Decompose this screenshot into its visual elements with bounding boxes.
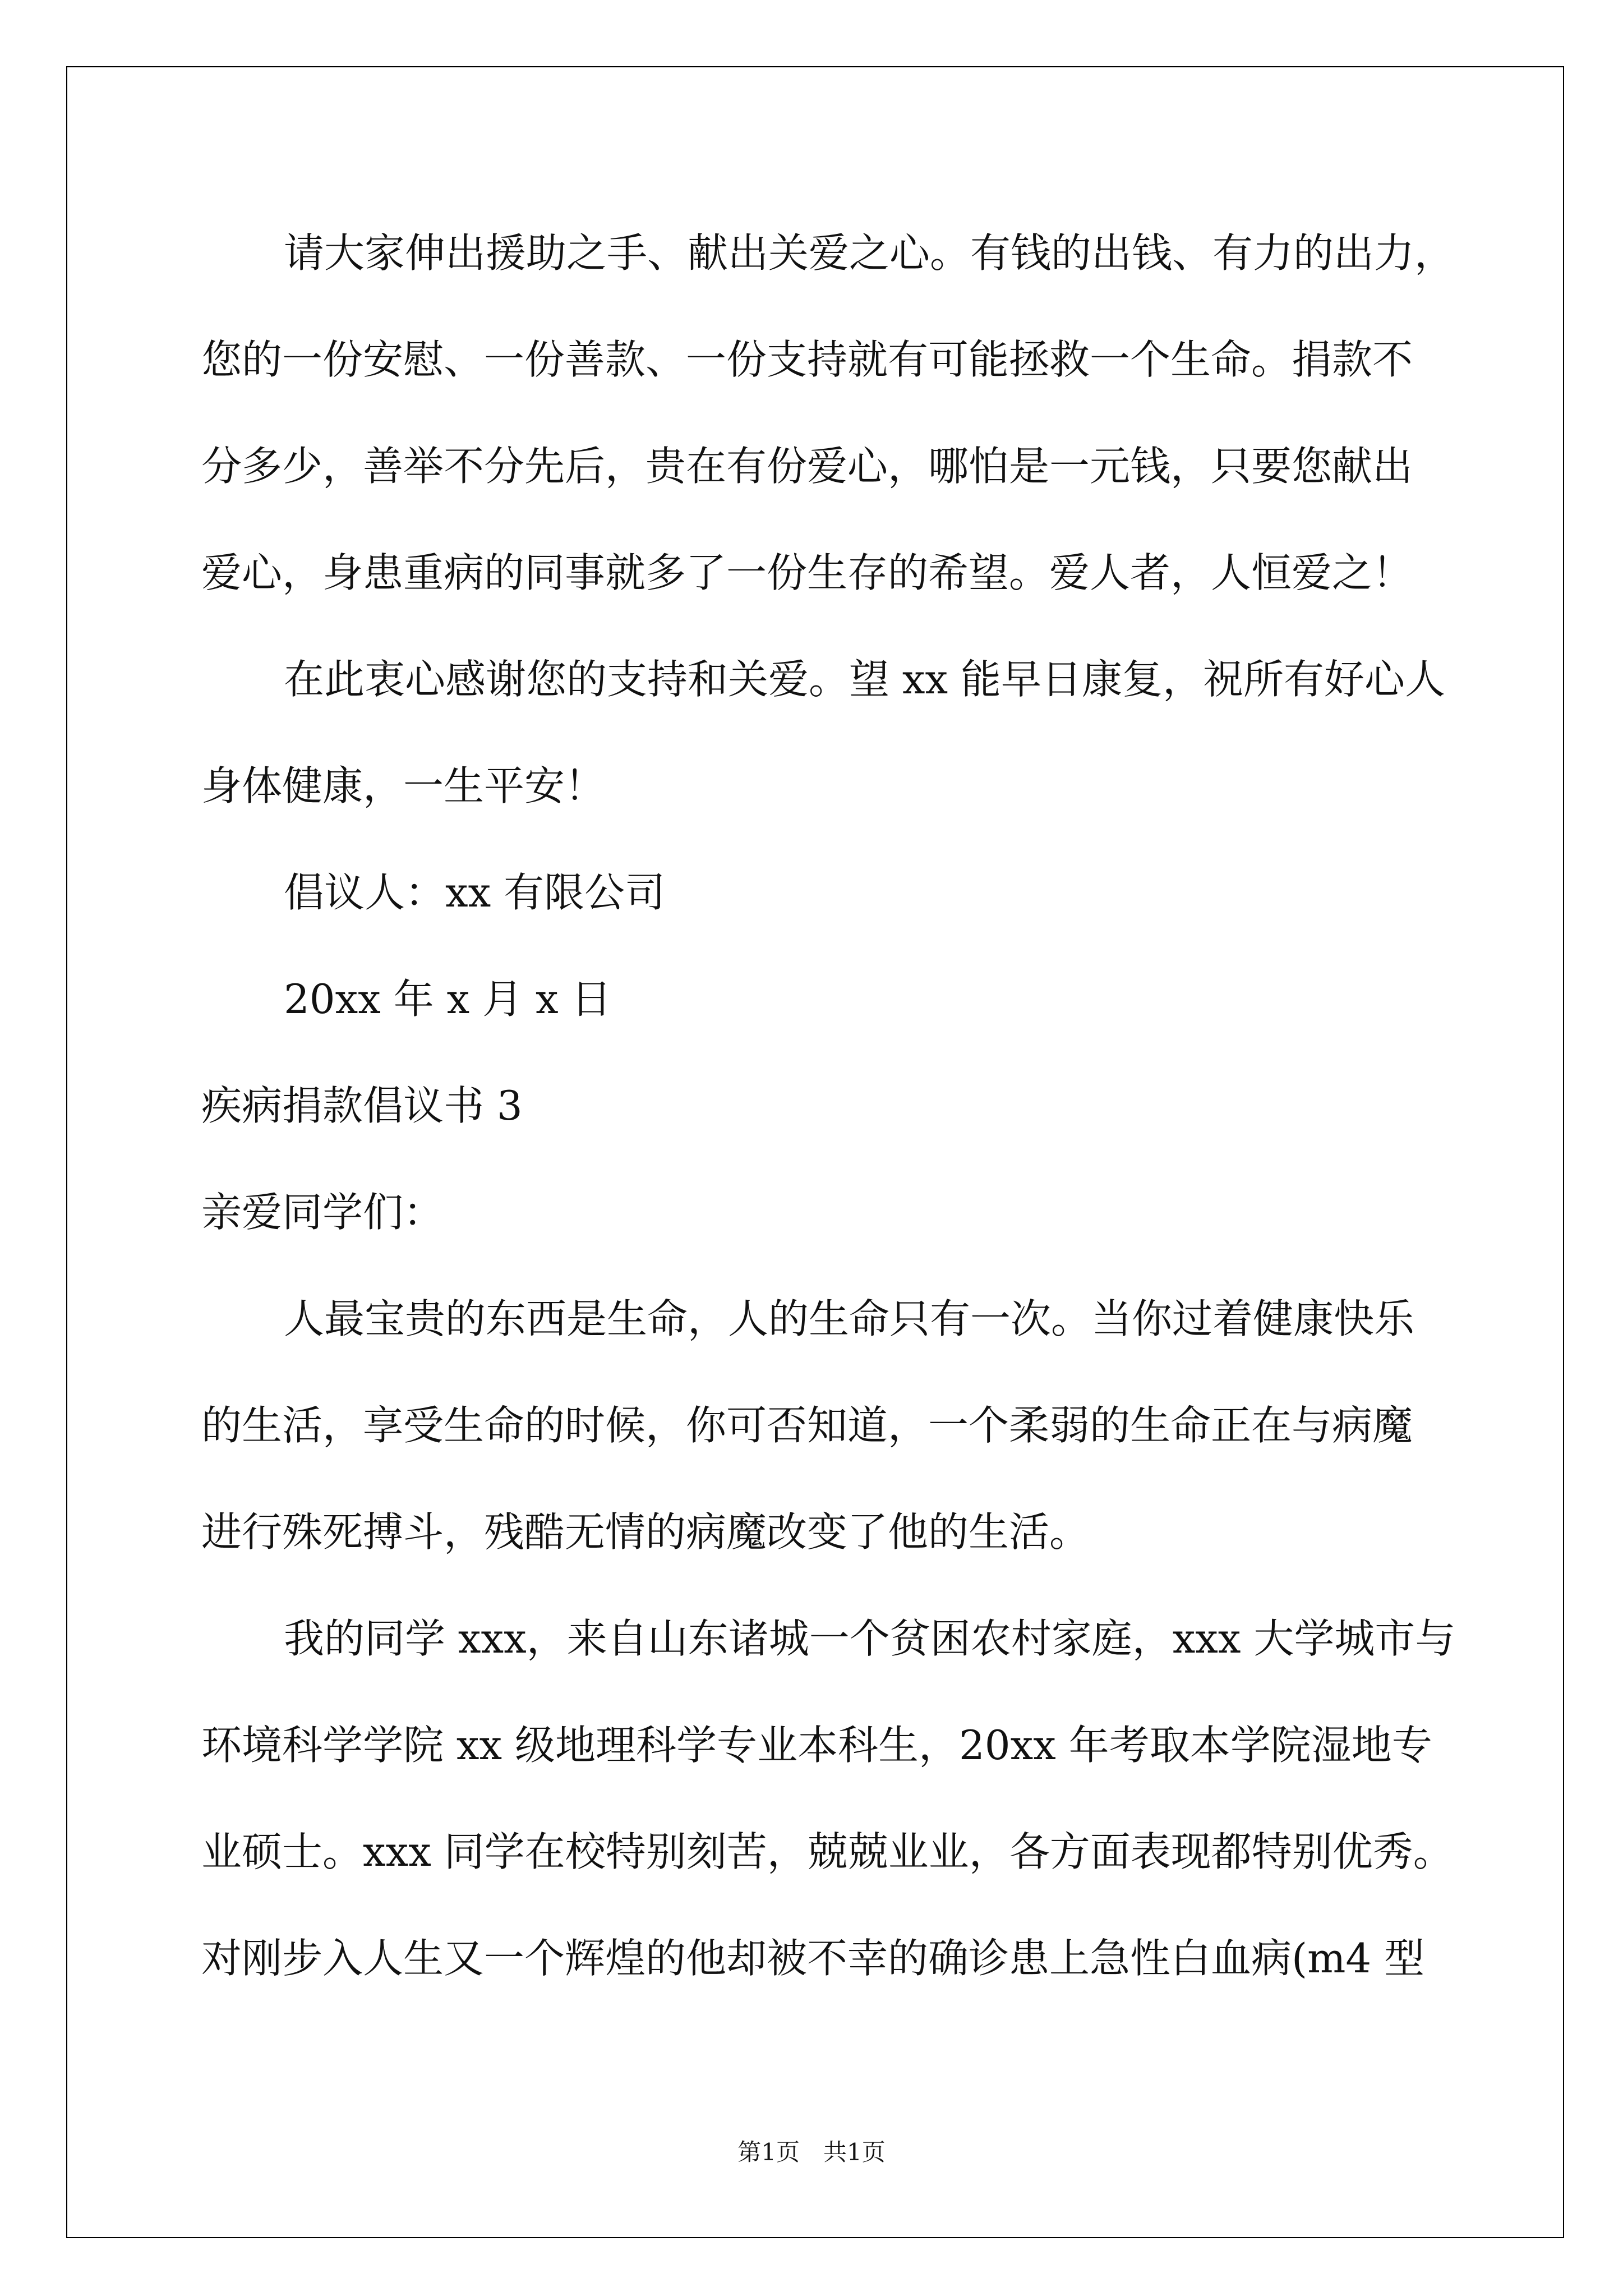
- paragraph-line: 进行殊死搏斗，残酷无情的病魔改变了他的生活。: [201, 1508, 1090, 1556]
- paragraph-line: 请大家伸出援助之手、献出关爱之心。有钱的出钱、有力的出力，: [284, 229, 1455, 277]
- paragraph-line: 对刚步入人生又一个辉煌的他却被不幸的确诊患上急性白血病(m4 型: [201, 1935, 1425, 1982]
- paragraph-line: 业硕士。xxx 同学在校特别刻苦，兢兢业业，各方面表现都特别优秀。: [201, 1828, 1454, 1875]
- paragraph-line: 身体健康，一生平安！: [201, 762, 606, 809]
- paragraph-line: 人最宝贵的东西是生命，人的生命只有一次。当你过着健康快乐: [284, 1295, 1415, 1342]
- document-heading: 疾病捐款倡议书 3: [201, 1082, 523, 1129]
- paragraph-line: 您的一份安慰、一份善款、一份支持就有可能拯救一个生命。捐款不: [201, 336, 1413, 383]
- signature-date: 20xx 年 x 月 x 日: [284, 976, 612, 1023]
- salutation: 亲爱同学们：: [201, 1189, 444, 1236]
- paragraph-line: 的生活，享受生命的时候，你可否知道，一个柔弱的生命正在与病魔: [201, 1402, 1413, 1449]
- paragraph-line: 在此衷心感谢您的支持和关爱。望 xx 能早日康复，祝所有好心人: [284, 656, 1445, 703]
- signature-initiator: 倡议人：xx 有限公司: [284, 869, 666, 916]
- page-footer: 第1页 共1页: [737, 2138, 886, 2166]
- paragraph-line: 爱心，身患重病的同事就多了一份生存的希望。爱人者，人恒爱之！: [201, 549, 1413, 596]
- paragraph-line: 分多少，善举不分先后，贵在有份爱心，哪怕是一元钱，只要您献出: [201, 443, 1413, 490]
- paragraph-line: 我的同学 xxx，来自山东诸城一个贫困农村家庭，xxx 大学城市与: [284, 1615, 1456, 1662]
- document-body: [201, 200, 1536, 2012]
- paragraph-line: 环境科学学院 xx 级地理科学专业本科生，20xx 年考取本学院湿地专: [201, 1722, 1432, 1769]
